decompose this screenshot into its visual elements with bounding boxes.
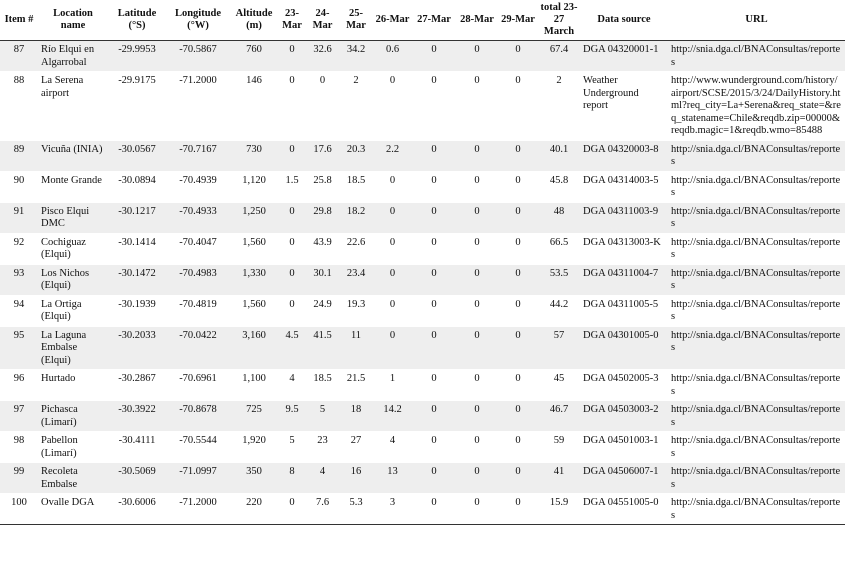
table-row <box>0 295 845 326</box>
cell-location-name: Monte Grande <box>41 174 102 186</box>
cell-29-mar: 0 <box>498 202 538 233</box>
cell-longitude: -71.0997 <box>166 463 230 494</box>
cell-latitude: -30.4111 <box>118 435 156 446</box>
cell-24-mar: 24.9 <box>313 298 332 310</box>
cell-26-mar: 4 <box>389 435 396 446</box>
cell-item: 92 <box>13 236 25 248</box>
cell-24-mar: 41.5 <box>306 326 339 370</box>
cell-item: 87 <box>0 41 38 72</box>
cell-26-mar: 13 <box>373 463 412 494</box>
cell-data-source: DGA 04551005-0 <box>580 494 668 525</box>
cell-27-mar: 0 <box>412 264 456 295</box>
cell-25-mar: 19.3 <box>346 298 366 310</box>
cell-latitude: -30.1414 <box>118 236 156 248</box>
cell-altitude: 3,160 <box>230 326 278 370</box>
cell-location-name: Cochiguaz (Elqui) <box>41 236 86 260</box>
cell-altitude: 1,560 <box>242 236 266 248</box>
cell-longitude: -70.7167 <box>166 140 230 171</box>
cell-location-name: Hurtado <box>41 373 76 384</box>
header-location-name: Location name <box>38 0 108 41</box>
cell-26-mar: 1 <box>389 373 396 384</box>
cell-altitude: 1,920 <box>242 435 266 446</box>
cell-24-mar: 17.6 <box>306 140 339 171</box>
cell-altitude: 220 <box>230 494 278 525</box>
cell-27-mar: 0 <box>412 326 456 370</box>
header-longitude: Longitude (°W) <box>166 0 230 41</box>
cell-latitude: -29.9953 <box>108 41 166 72</box>
cell-23-mar: 0 <box>278 494 306 525</box>
cell-total: 67.4 <box>538 41 580 72</box>
cell-24-mar: 23 <box>317 435 328 446</box>
cell-location-name: Pichasca (Limarí) <box>38 401 108 432</box>
cell-23-mar: 0 <box>278 264 306 295</box>
cell-latitude: -30.3922 <box>108 401 166 432</box>
table-row <box>0 326 845 370</box>
cell-23-mar: 0 <box>278 140 306 171</box>
cell-url-link[interactable]: http://snia.dga.cl/BNAConsultas/reportes <box>668 326 845 370</box>
cell-27-mar: 0 <box>431 174 437 186</box>
cell-item: 100 <box>0 494 38 525</box>
cell-23-mar: 0 <box>289 75 295 86</box>
table-row <box>0 202 845 233</box>
cell-altitude: 1,250 <box>230 202 278 233</box>
cell-28-mar: 0 <box>456 264 498 295</box>
table-row <box>0 401 845 432</box>
cell-total: 44.2 <box>549 298 569 310</box>
cell-altitude: 1,560 <box>242 298 266 310</box>
cell-25-mar: 34.2 <box>339 41 373 72</box>
cell-longitude: -70.4933 <box>166 202 230 233</box>
cell-24-mar: 7.6 <box>306 494 339 525</box>
cell-total: 2 <box>556 75 562 86</box>
cell-data-source: DGA 04503003-2 <box>580 401 668 432</box>
cell-27-mar: 0 <box>431 298 437 310</box>
cell-longitude: -71.2000 <box>166 494 230 525</box>
cell-location-name: Pisco Elqui DMC <box>38 202 108 233</box>
cell-23-mar: 0 <box>289 298 295 310</box>
cell-total: 40.1 <box>538 140 580 171</box>
cell-url-link[interactable]: http://snia.dga.cl/BNAConsultas/reportes <box>671 298 841 322</box>
cell-data-source: DGA 04501003-1 <box>583 435 659 446</box>
cell-23-mar: 8 <box>278 463 306 494</box>
cell-url-link[interactable]: http://snia.dga.cl/BNAConsultas/reportes <box>671 373 841 397</box>
table-row <box>0 264 845 295</box>
cell-28-mar: 0 <box>456 41 498 72</box>
cell-latitude: -30.6006 <box>108 494 166 525</box>
cell-latitude: -30.1472 <box>108 264 166 295</box>
cell-data-source: DGA 04311003-9 <box>580 202 668 233</box>
cell-24-mar: 30.1 <box>306 264 339 295</box>
cell-url-link[interactable]: http://snia.dga.cl/BNAConsultas/reportes <box>668 401 845 432</box>
cell-longitude: -70.4983 <box>166 264 230 295</box>
cell-url-link[interactable]: http://snia.dga.cl/BNAConsultas/reportes <box>668 463 845 494</box>
cell-url-link[interactable]: http://snia.dga.cl/BNAConsultas/reportes <box>668 202 845 233</box>
cell-28-mar: 0 <box>456 494 498 525</box>
cell-location-name: Pabellon (Limarí) <box>41 435 78 459</box>
cell-altitude: 1,120 <box>242 174 266 186</box>
cell-27-mar: 0 <box>412 494 456 525</box>
cell-25-mar: 5.3 <box>339 494 373 525</box>
cell-23-mar: 4.5 <box>278 326 306 370</box>
header-26-mar: 26-Mar <box>373 0 412 41</box>
cell-29-mar: 0 <box>498 401 538 432</box>
cell-url-link[interactable]: http://snia.dga.cl/BNAConsultas/reportes <box>668 264 845 295</box>
cell-total: 66.5 <box>549 236 569 248</box>
cell-item: 97 <box>0 401 38 432</box>
cell-26-mar: 0 <box>373 264 412 295</box>
cell-23-mar: 5 <box>289 435 295 446</box>
header-data-source: Data source <box>580 0 668 41</box>
cell-location-name: La Serena airport <box>41 75 84 99</box>
cell-25-mar: 16 <box>339 463 373 494</box>
cell-28-mar: 0 <box>474 75 480 86</box>
cell-27-mar: 0 <box>412 41 456 72</box>
cell-27-mar: 0 <box>412 202 456 233</box>
cell-data-source: Weather Underground report <box>583 75 639 111</box>
cell-27-mar: 0 <box>412 140 456 171</box>
cell-25-mar: 18.5 <box>346 174 366 186</box>
header-url: URL <box>668 0 845 41</box>
cell-item: 94 <box>13 298 25 310</box>
cell-location-name: La Laguna Embalse (Elqui) <box>38 326 108 370</box>
cell-27-mar: 0 <box>412 401 456 432</box>
header-27-mar: 27-Mar <box>412 0 456 41</box>
cell-26-mar: 0 <box>373 202 412 233</box>
cell-27-mar: 0 <box>431 435 437 446</box>
cell-26-mar: 14.2 <box>373 401 412 432</box>
cell-27-mar: 0 <box>431 75 437 86</box>
cell-29-mar: 0 <box>515 236 521 248</box>
cell-23-mar: 0 <box>278 41 306 72</box>
table-row <box>0 140 845 171</box>
cell-item: 89 <box>0 140 38 171</box>
cell-26-mar: 0 <box>389 75 396 86</box>
cell-24-mar: 18.5 <box>313 373 332 384</box>
cell-25-mar: 11 <box>339 326 373 370</box>
cell-24-mar: 4 <box>306 463 339 494</box>
cell-data-source: DGA 04311004-7 <box>580 264 668 295</box>
cell-item: 95 <box>0 326 38 370</box>
cell-altitude: 760 <box>230 41 278 72</box>
table-row <box>0 233 845 264</box>
header-23-mar: 23-Mar <box>278 0 306 41</box>
header-24-mar: 24-Mar <box>306 0 339 41</box>
cell-url-link[interactable]: http://snia.dga.cl/BNAConsultas/reportes <box>668 494 845 525</box>
cell-26-mar: 2.2 <box>373 140 412 171</box>
cell-28-mar: 0 <box>474 435 480 446</box>
cell-total: 15.9 <box>538 494 580 525</box>
cell-altitude: 350 <box>230 463 278 494</box>
cell-26-mar: 0 <box>389 174 396 186</box>
cell-url-link[interactable]: http://www.wunderground.com/history/airport/SCSE/2015/3/24/DailyHistory.html?req_city=La+Serena&req_state=&req_statename=Chile&reqdb.zip=00000&reqdb.magic=1&reqdb.wmo=85488 <box>671 75 841 136</box>
table-row <box>0 72 845 141</box>
cell-url-link[interactable]: http://snia.dga.cl/BNAConsultas/reportes <box>671 236 841 260</box>
cell-29-mar: 0 <box>515 435 521 446</box>
cell-29-mar: 0 <box>498 41 538 72</box>
cell-28-mar: 0 <box>474 174 480 186</box>
cell-25-mar: 2 <box>353 75 359 86</box>
cell-longitude: -70.6961 <box>179 373 217 384</box>
cell-item: 88 <box>13 75 25 86</box>
table-row <box>0 41 845 72</box>
cell-longitude: -70.5867 <box>166 41 230 72</box>
cell-latitude: -30.0567 <box>108 140 166 171</box>
cell-27-mar: 0 <box>412 463 456 494</box>
cell-altitude: 146 <box>246 75 262 86</box>
cell-longitude: -71.2000 <box>179 75 217 86</box>
cell-29-mar: 0 <box>515 373 521 384</box>
cell-25-mar: 22.6 <box>346 236 366 248</box>
cell-altitude: 1,100 <box>242 373 266 384</box>
cell-28-mar: 0 <box>474 298 480 310</box>
cell-24-mar: 5 <box>306 401 339 432</box>
cell-data-source: DGA 04320003-8 <box>580 140 668 171</box>
cell-23-mar: 0 <box>289 236 295 248</box>
cell-27-mar: 0 <box>431 236 437 248</box>
cell-location-name: Ovalle DGA <box>38 494 108 525</box>
cell-item: 96 <box>13 373 25 384</box>
cell-longitude: -70.0422 <box>166 326 230 370</box>
header-latitude: Latitude (°S) <box>108 0 166 41</box>
cell-25-mar: 20.3 <box>339 140 373 171</box>
cell-total: 57 <box>538 326 580 370</box>
cell-28-mar: 0 <box>474 236 480 248</box>
cell-location-name: Río Elqui en Algarrobal <box>38 41 108 72</box>
cell-total: 48 <box>538 202 580 233</box>
header-25-mar: 25-Mar <box>339 0 373 41</box>
cell-27-mar: 0 <box>431 373 437 384</box>
header-total: total 23-27 March <box>538 0 580 41</box>
cell-latitude: -30.1939 <box>118 298 156 310</box>
cell-altitude: 730 <box>230 140 278 171</box>
cell-23-mar: 0 <box>278 202 306 233</box>
cell-24-mar: 25.8 <box>313 174 332 186</box>
cell-item: 91 <box>0 202 38 233</box>
cell-26-mar: 0 <box>389 236 396 248</box>
cell-total: 45 <box>553 373 565 384</box>
cell-data-source: DGA 04320001-1 <box>580 41 668 72</box>
cell-longitude: -70.4939 <box>179 174 217 186</box>
cell-29-mar: 0 <box>498 264 538 295</box>
cell-29-mar: 0 <box>515 298 521 310</box>
table-row <box>0 463 845 494</box>
cell-total: 46.7 <box>538 401 580 432</box>
cell-24-mar: 29.8 <box>306 202 339 233</box>
cell-longitude: -70.4819 <box>179 298 217 310</box>
cell-28-mar: 0 <box>474 373 480 384</box>
cell-26-mar: 3 <box>373 494 412 525</box>
cell-data-source: DGA 04311005-5 <box>583 298 659 310</box>
cell-latitude: -30.0894 <box>118 174 156 186</box>
header-altitude: Altitude (m) <box>230 0 278 41</box>
cell-25-mar: 27 <box>350 435 362 446</box>
cell-29-mar: 0 <box>515 75 521 86</box>
cell-24-mar: 32.6 <box>306 41 339 72</box>
cell-location-name: Los Nichos (Elqui) <box>38 264 108 295</box>
header-item: Item # <box>0 0 38 41</box>
cell-longitude: -70.8678 <box>166 401 230 432</box>
cell-longitude: -70.4047 <box>179 236 217 248</box>
cell-latitude: -29.9175 <box>118 75 156 86</box>
cell-data-source: DGA 04314003-5 <box>583 174 659 186</box>
table-row <box>0 432 845 463</box>
cell-29-mar: 0 <box>498 494 538 525</box>
cell-data-source: DGA 04502005-3 <box>583 373 659 384</box>
cell-28-mar: 0 <box>456 401 498 432</box>
header-row <box>0 0 845 41</box>
cell-24-mar: 43.9 <box>313 236 332 248</box>
cell-location-name: Recoleta Embalse <box>38 463 108 494</box>
cell-item: 99 <box>0 463 38 494</box>
cell-26-mar: 0 <box>373 326 412 370</box>
cell-total: 41 <box>538 463 580 494</box>
cell-total: 59 <box>553 435 565 446</box>
table-row <box>0 494 845 525</box>
cell-28-mar: 0 <box>456 326 498 370</box>
cell-latitude: -30.2867 <box>118 373 156 384</box>
cell-altitude: 1,330 <box>230 264 278 295</box>
cell-data-source: DGA 04506007-1 <box>580 463 668 494</box>
cell-altitude: 725 <box>230 401 278 432</box>
cell-latitude: -30.5069 <box>108 463 166 494</box>
cell-item: 93 <box>0 264 38 295</box>
cell-28-mar: 0 <box>456 463 498 494</box>
cell-url-link[interactable]: http://snia.dga.cl/BNAConsultas/reportes <box>668 140 845 171</box>
cell-url-link[interactable]: http://snia.dga.cl/BNAConsultas/reportes <box>671 174 841 198</box>
cell-location-name: Vicuña (INIA) <box>38 140 108 171</box>
cell-item: 98 <box>13 435 25 446</box>
cell-latitude: -30.2033 <box>108 326 166 370</box>
cell-latitude: -30.1217 <box>108 202 166 233</box>
cell-29-mar: 0 <box>498 140 538 171</box>
cell-longitude: -70.5544 <box>179 435 217 446</box>
cell-item: 90 <box>13 174 25 186</box>
cell-28-mar: 0 <box>456 140 498 171</box>
cell-data-source: DGA 04313003-K <box>583 236 661 248</box>
cell-25-mar: 23.4 <box>339 264 373 295</box>
cell-29-mar: 0 <box>515 174 521 186</box>
cell-25-mar: 21.5 <box>346 373 366 384</box>
cell-28-mar: 0 <box>456 202 498 233</box>
cell-25-mar: 18.2 <box>339 202 373 233</box>
cell-24-mar: 0 <box>319 75 326 86</box>
cell-total: 53.5 <box>538 264 580 295</box>
cell-29-mar: 0 <box>498 463 538 494</box>
cell-url-link[interactable]: http://snia.dga.cl/BNAConsultas/reportes <box>671 435 841 459</box>
cell-23-mar: 9.5 <box>278 401 306 432</box>
cell-25-mar: 18 <box>339 401 373 432</box>
header-29-mar: 29-Mar <box>498 0 538 41</box>
cell-23-mar: 4 <box>289 373 295 384</box>
table-row <box>0 171 845 202</box>
header-28-mar: 28-Mar <box>456 0 498 41</box>
cell-23-mar: 1.5 <box>285 174 299 186</box>
cell-location-name: La Ortiga (Elqui) <box>41 298 82 322</box>
cell-26-mar: 0 <box>389 298 396 310</box>
cell-29-mar: 0 <box>498 326 538 370</box>
table-row <box>0 370 845 401</box>
cell-26-mar: 0.6 <box>373 41 412 72</box>
cell-url-link[interactable]: http://snia.dga.cl/BNAConsultas/reportes <box>668 41 845 72</box>
cell-total: 45.8 <box>549 174 569 186</box>
cell-data-source: DGA 04301005-0 <box>580 326 668 370</box>
